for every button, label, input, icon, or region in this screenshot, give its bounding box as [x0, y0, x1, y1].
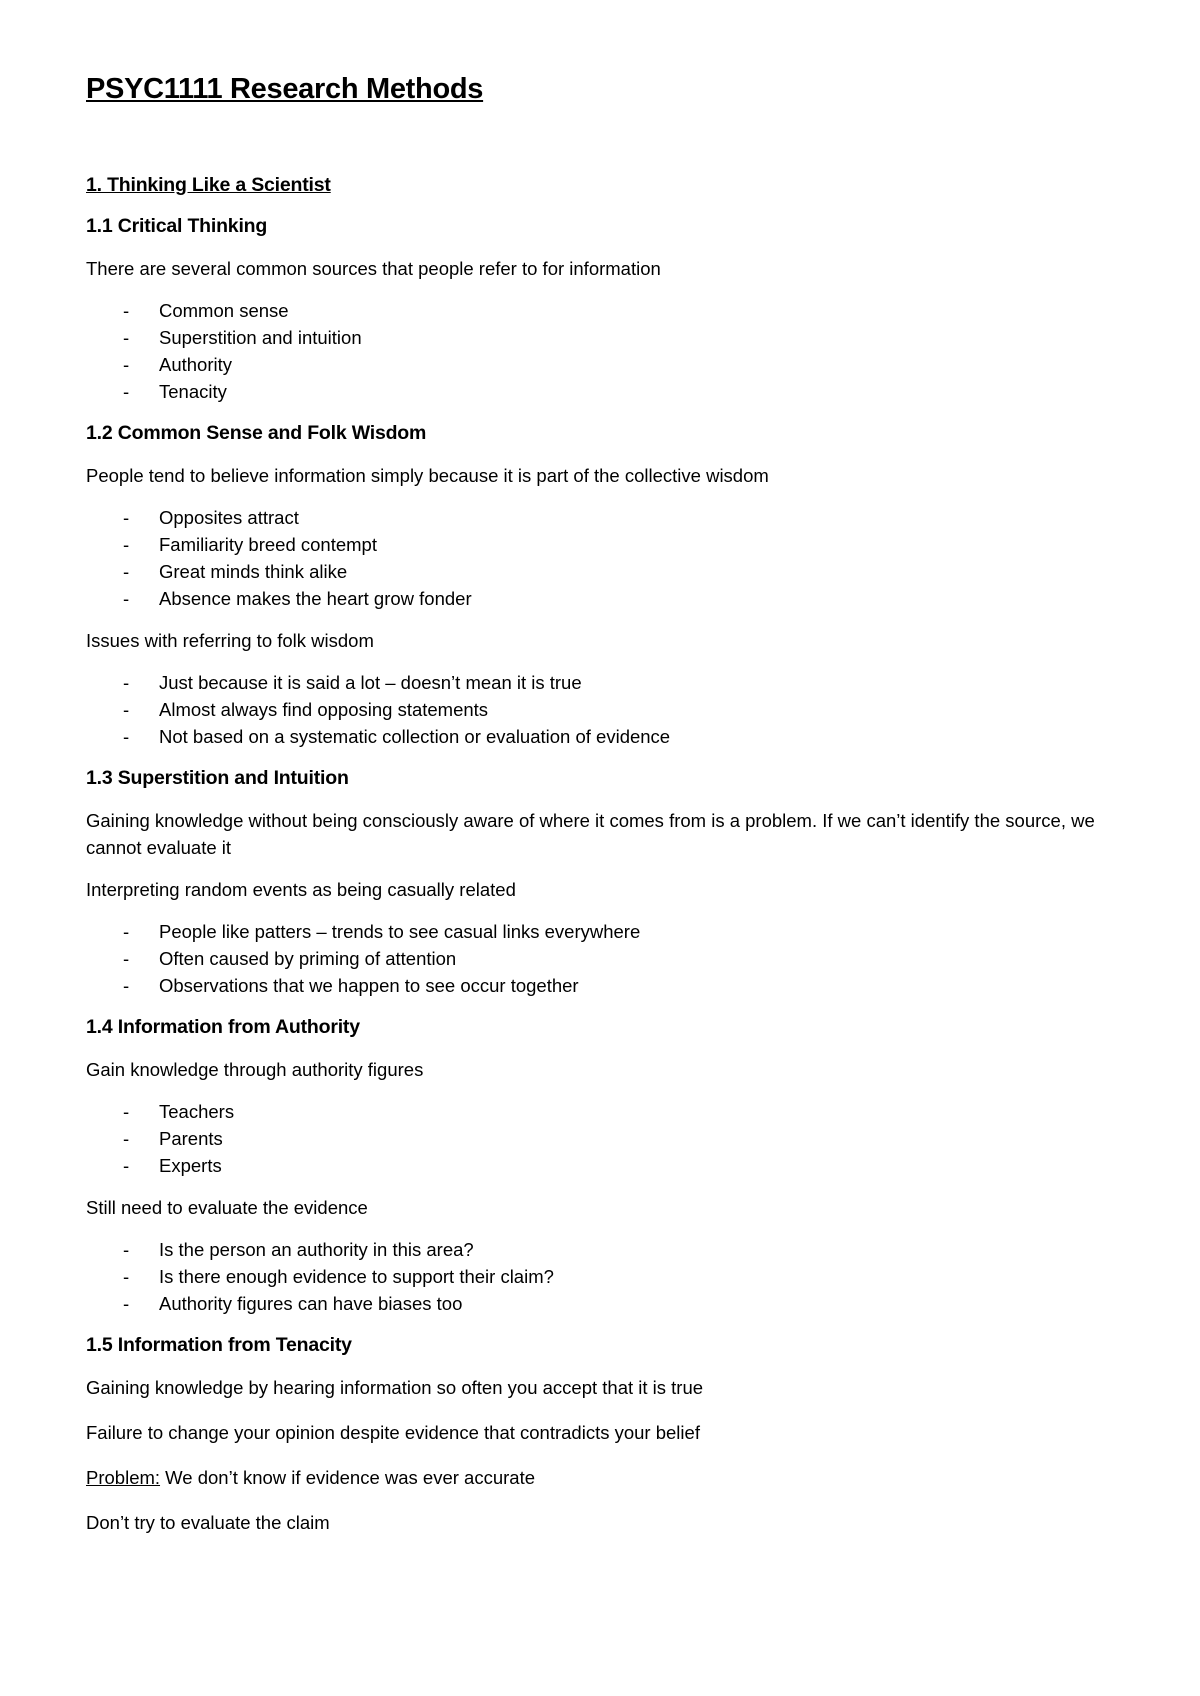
list-item: [86, 972, 1126, 999]
subsection-heading: 1.1 Critical Thinking: [86, 215, 268, 237]
list-item: [86, 1290, 1126, 1317]
list-item: [86, 531, 1126, 558]
bullet-dash: -: [123, 699, 130, 720]
bullet-dash: -: [123, 672, 130, 693]
list-item: [86, 1152, 1126, 1179]
paragraph: People tend to believe information simply because it is part of the collective wisdom: [86, 465, 769, 486]
bullet-dash: -: [123, 948, 130, 969]
bullet-dash: -: [123, 1101, 130, 1122]
list-item-text: Superstition and intuition: [159, 327, 362, 348]
bullet-dash: -: [123, 327, 130, 348]
bullet-dash: -: [123, 300, 130, 321]
paragraph: Don’t try to evaluate the claim: [86, 1512, 330, 1533]
paragraph: There are several common sources that people refer to for information: [86, 258, 661, 279]
problem-label: Problem:: [86, 1467, 161, 1488]
list-item-text: Great minds think alike: [159, 561, 348, 582]
subsection-heading: 1.2 Common Sense and Folk Wisdom: [86, 422, 427, 444]
list-item-text: Opposites attract: [159, 507, 299, 528]
bullet-dash: -: [123, 354, 130, 375]
bullet-dash: -: [123, 588, 130, 609]
bullet-dash: -: [123, 921, 130, 942]
list-item: [86, 669, 1126, 696]
paragraph: Gain knowledge through authority figures: [86, 1059, 424, 1080]
list-item: [86, 1098, 1126, 1125]
bullet-dash: -: [123, 507, 130, 528]
bullet-list: [86, 669, 1126, 750]
bullet-list: [86, 1098, 1126, 1179]
document-title: PSYC1111 Research Methods: [86, 73, 484, 105]
list-item: [86, 585, 1126, 612]
bullet-dash: -: [123, 561, 130, 582]
section-heading: 1. Thinking Like a Scientist: [86, 174, 331, 196]
list-item-text: Authority figures can have biases too: [159, 1293, 463, 1314]
list-item-text: Authority: [159, 354, 233, 375]
list-item-text: Often caused by priming of attention: [159, 948, 457, 969]
list-item: [86, 1236, 1126, 1263]
bullet-dash: -: [123, 726, 130, 747]
list-item-text: Teachers: [159, 1101, 235, 1122]
paragraph: [86, 1464, 1126, 1491]
paragraph: Gaining knowledge by hearing information so often you accept that it is true: [86, 1377, 704, 1398]
bullet-dash: -: [123, 534, 130, 555]
list-item: [86, 945, 1126, 972]
paragraph: Interpreting random events as being casually related: [86, 879, 516, 900]
paragraph: Gaining knowledge without being consciously aware of where it comes from is a problem. If we can’t identify the source, we cannot evaluate it: [86, 810, 1095, 858]
list-item-text: Experts: [159, 1155, 222, 1176]
subsection-heading: 1.4 Information from Authority: [86, 1016, 360, 1038]
list-item-text: Familiarity breed contempt: [159, 534, 377, 555]
list-item-text: Almost always find opposing statements: [159, 699, 489, 720]
paragraph: Failure to change your opinion despite evidence that contradicts your belief: [86, 1422, 700, 1443]
bullet-list: [86, 297, 1126, 405]
bullet-dash: -: [123, 1239, 130, 1260]
problem-text: We don’t know if evidence was ever accurate: [160, 1467, 536, 1488]
list-item-text: Not based on a systematic collection or evaluation of evidence: [159, 726, 671, 747]
list-item-text: Just because it is said a lot – doesn’t mean it is true: [159, 672, 582, 693]
paragraph: Still need to evaluate the evidence: [86, 1197, 368, 1218]
paragraph: Issues with referring to folk wisdom: [86, 630, 374, 651]
list-item: [86, 696, 1126, 723]
list-item-text: Parents: [159, 1128, 223, 1149]
list-item: [86, 324, 1126, 351]
list-item: [86, 378, 1126, 405]
bullet-dash: -: [123, 975, 130, 996]
list-item: [86, 918, 1126, 945]
list-item: [86, 351, 1126, 378]
list-item: [86, 1263, 1126, 1290]
bullet-list: [86, 1236, 1126, 1317]
bullet-dash: -: [123, 1155, 130, 1176]
list-item: [86, 297, 1126, 324]
bullet-list: [86, 918, 1126, 999]
list-item: [86, 1125, 1126, 1152]
list-item-text: Observations that we happen to see occur together: [159, 975, 579, 996]
bullet-dash: -: [123, 1293, 130, 1314]
bullet-dash: -: [123, 1128, 130, 1149]
list-item-text: Tenacity: [159, 381, 227, 402]
list-item: [86, 723, 1126, 750]
document-body: [86, 172, 1126, 1554]
list-item-text: Common sense: [159, 300, 289, 321]
list-item-text: People like patters – trends to see casual links everywhere: [159, 921, 641, 942]
subsection-heading: 1.3 Superstition and Intuition: [86, 767, 349, 789]
subsection-heading: 1.5 Information from Tenacity: [86, 1334, 352, 1356]
list-item-text: Absence makes the heart grow fonder: [159, 588, 472, 609]
list-item: [86, 558, 1126, 585]
bullet-dash: -: [123, 381, 130, 402]
list-item-text: Is the person an authority in this area?: [159, 1239, 474, 1260]
list-item-text: Is there enough evidence to support their claim?: [159, 1266, 554, 1287]
bullet-list: [86, 504, 1126, 612]
bullet-dash: -: [123, 1266, 130, 1287]
list-item: [86, 504, 1126, 531]
